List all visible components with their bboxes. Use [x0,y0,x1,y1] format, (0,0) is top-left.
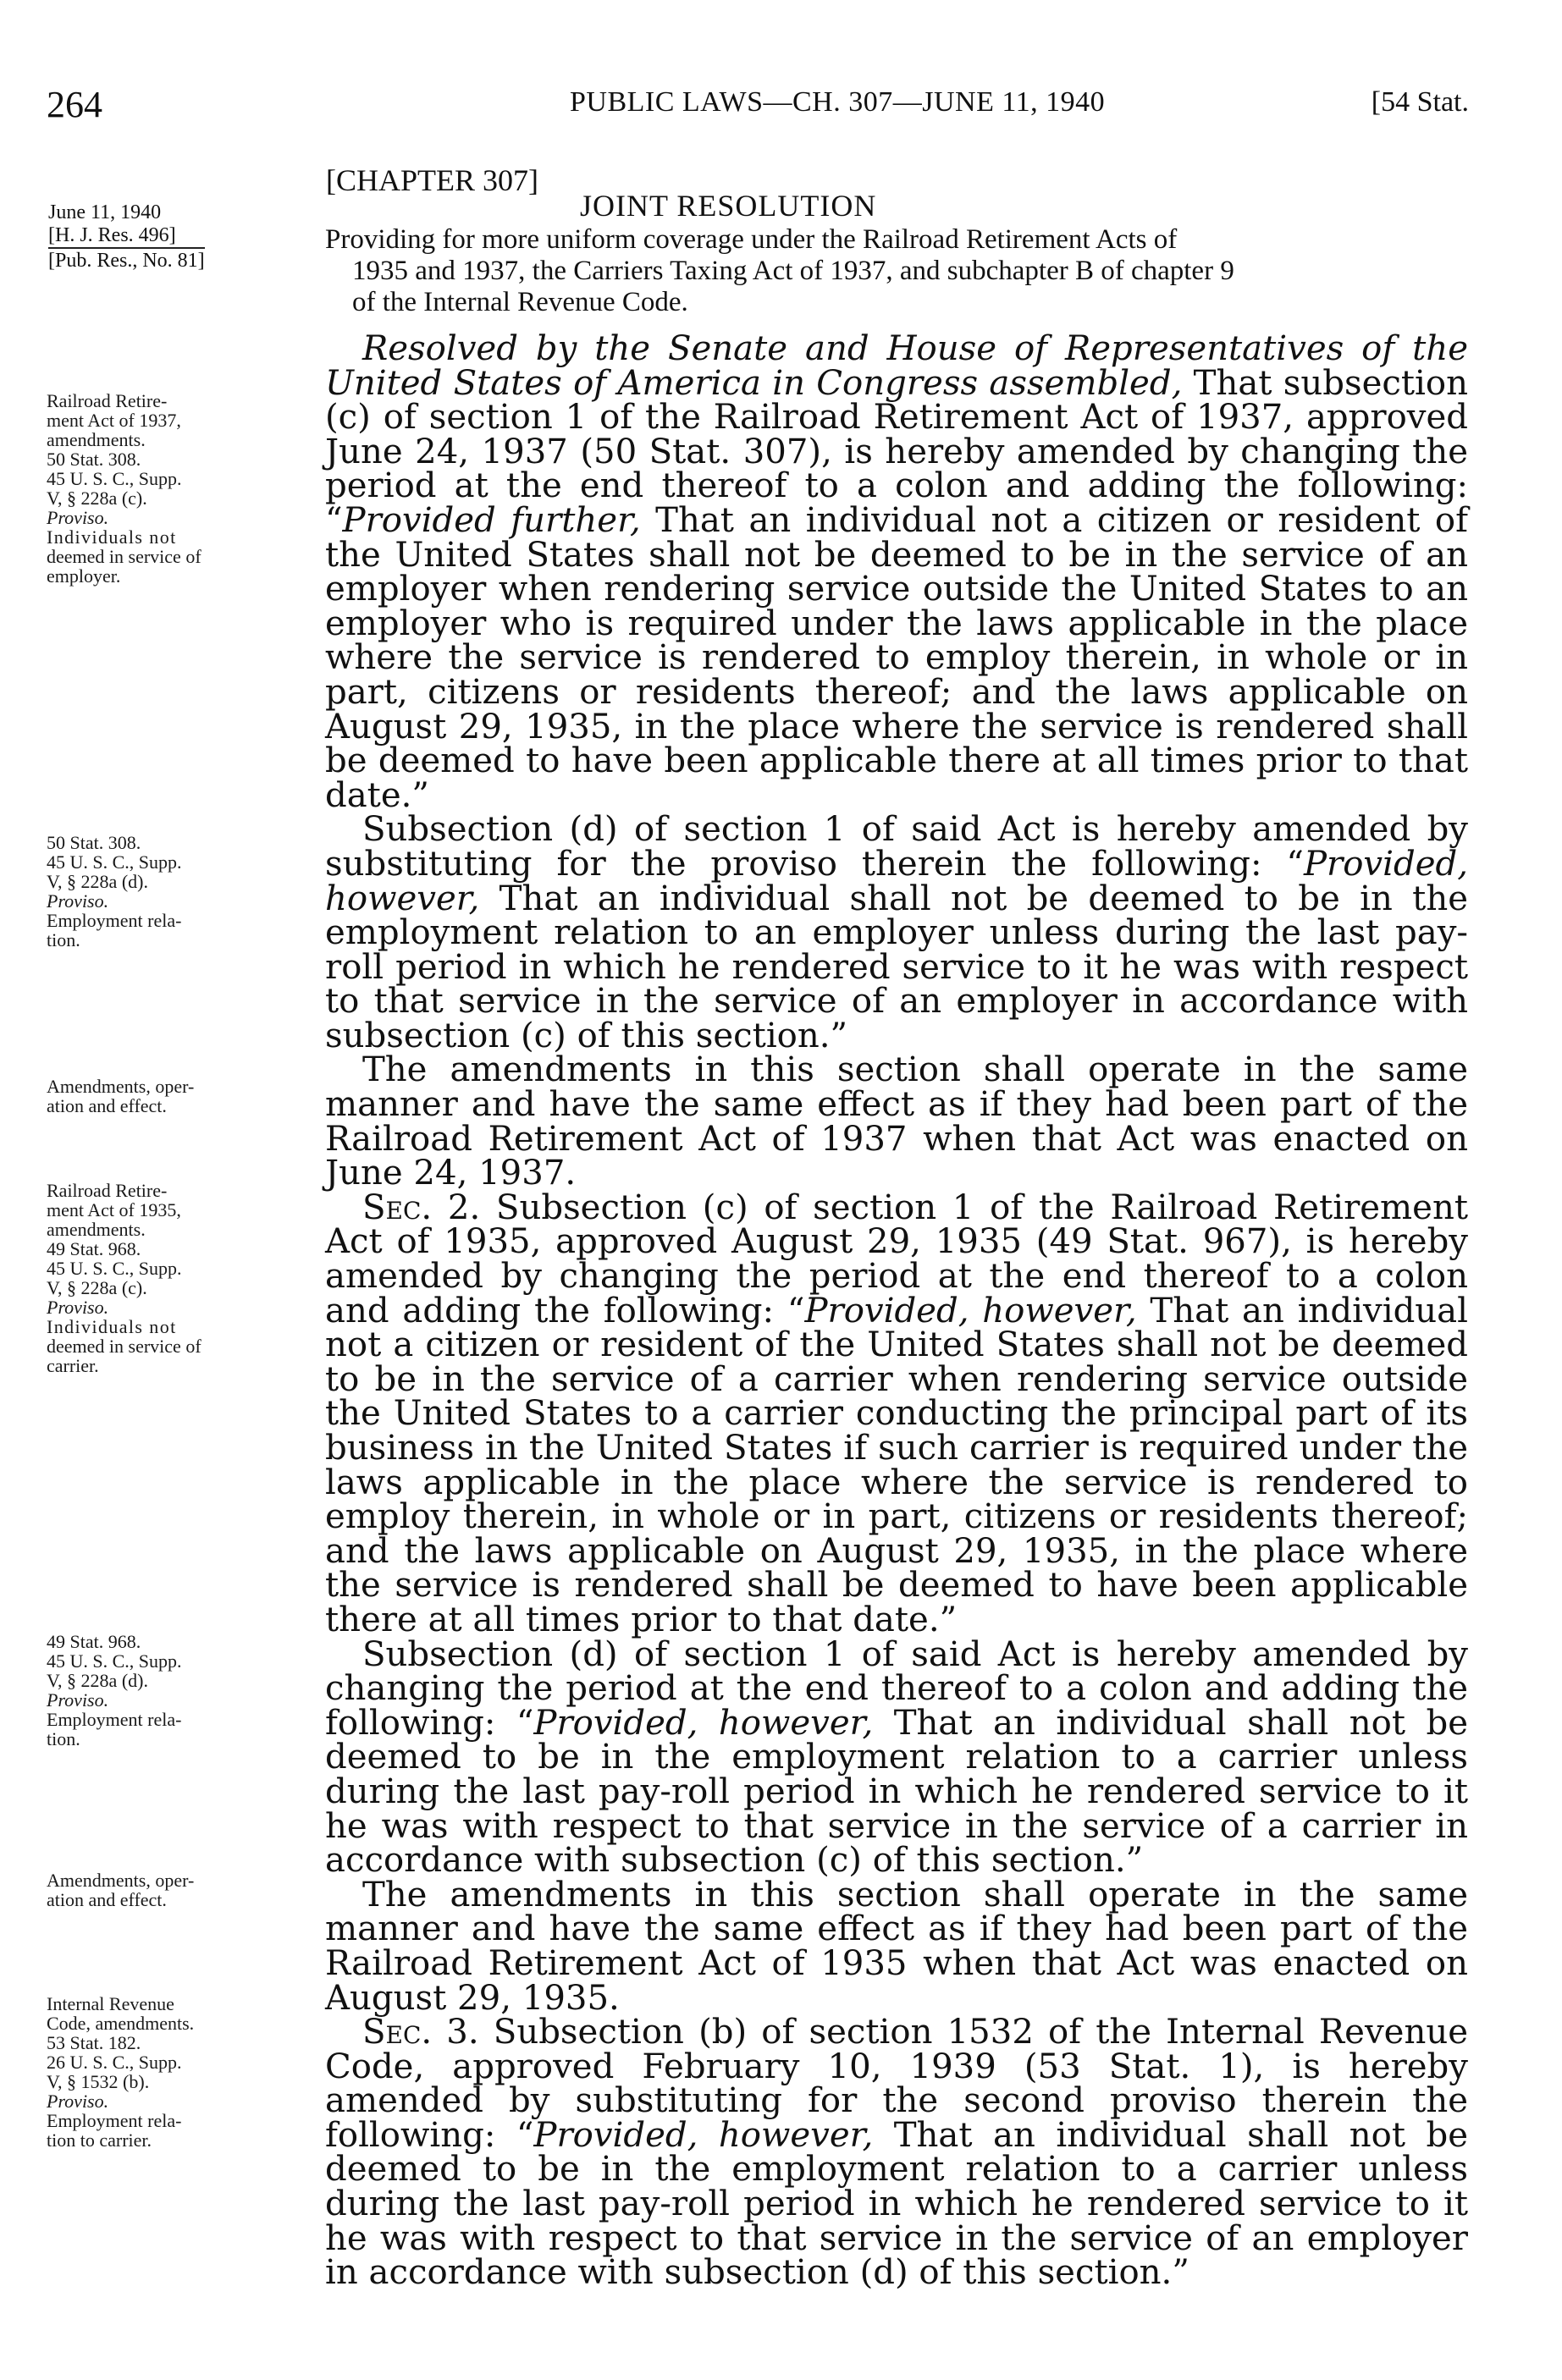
margin-note-internal-revenue-code: Internal Revenue Code, amendments. 53 Stat. 182. 26 U. S. C., Supp. V, § 1532 (b). Proviso. Employment rela- tion to carrier. [47,1993,195,2151]
margin-note-amendments-operation-1937: Amendments, oper- ation and effect. [47,1076,195,1116]
purpose-line-1: Providing for more uniform coverage under the Railroad Retirement Acts of [325,224,1178,255]
paragraph-section-2: Sec. 2. Subsection (c) of section 1 of the Railroad Retirement Act of 1935, approved August 29, 1935 (49 Stat. 967), is hereby amended by changing the period at the end thereof to a colon and adding the following: “Provided, however, That an individual not a citizen or resident of the United States shall not be deemed to be in the service of a carrier when rendering service outside the United States to a carrier conducting the principal part of its business in the United States if such carrier is required under the laws applicable in the place where the service is rendered to employ therein, in whole or in part, citizens or residents thereof; and the laws applicable on August 29, 1935, in the place where the service is rendered shall be deemed to have been applicable there at all times prior to that date.” [325,1187,1468,1639]
resolution-heading: JOINT RESOLUTION [580,189,877,223]
paragraph-subsection-d-1937: Subsection (d) of section 1 of said Act is hereby amended by substituting for the proviso therein the following: “Provided, however, That an individual shall not be deemed to be in the employment relation to an employer unless during the last pay-roll period in which he rendered service to it he was with respect to that service in the service of an employer in accordance with subsection (c) of this section.” [325,810,1468,1055]
house-joint-resolution-number: [H. J. Res. 496] [48,224,176,246]
purpose-line-2: 1935 and 1937, the Carriers Taxing Act of 1937, and subchapter B of chapter 9 [352,256,1234,286]
running-title: PUBLIC LAWS—CH. 307—JUNE 11, 1940 [570,86,1106,118]
section-label: Sec. 2. [362,1187,481,1227]
paragraph-resolved: Resolved by the Senate and House of Representatives of the United States of America in Congress assembled, That subsection (c) of section 1 of the Railroad Retirement Act of 1937, approved June 24, 1937 (50 Stat. 307), is hereby amended by changing the period at the end thereof to a colon and adding the following: “Provided further, That an individual not a citizen or resident of the United States shall not be deemed to be in the service of an employer when rendering service outside the United States to an employer who is required under the laws applicable in the place where the service is rendered to employ therein, in whole or in part, citizens or residents thereof; and the laws applicable on August 29, 1935, in the place where the service is rendered shall be deemed to have been applicable there at all times prior to that date.” [325,329,1468,815]
paragraph-section-3: Sec. 3. Subsection (b) of section 1532 of the Internal Revenue Code, approved February 10, 1939 (53 Stat. 1), is hereby amended by substituting for the second proviso therein the following: “Provided, however, That an individual shall not be deemed to be in the employment relation to a carrier unless during the last pay-roll period in which he rendered service to it he was with respect to that service in the service of an employer in accordance with subsection (d) of this section.” [325,2013,1468,2293]
margin-note-rra-1937: Railroad Retire- ment Act of 1937, amendments. 50 Stat. 308. 45 U. S. C., Supp. V, § 228a (c). Proviso. Individuals not deemed in service of employer. [47,390,201,587]
paragraph-subsection-d-1935: Subsection (d) of section 1 of said Act is hereby amended by changing the period at the end thereof to a colon and adding the following: “Provided, however, That an individual shall not be deemed to be in the employment relation to a carrier unless during the last pay-roll period in which he rendered service to it he was with respect to that service in the service of a carrier in accordance with subsection (c) of this section.” [325,1634,1468,1881]
section-label: Sec. 3. [362,2013,479,2052]
public-resolution-number: [Pub. Res., No. 81] [48,247,205,273]
chapter-label: [CHAPTER 307] [326,163,538,197]
statute-reference: [54 Stat. [1371,86,1469,118]
running-header [47,83,1469,125]
resolution-identifier [48,201,277,273]
margin-note-employment-relation-1937: 50 Stat. 308. 45 U. S. C., Supp. V, § 228a (d). Proviso. Employment rela- tion. [47,832,182,950]
proviso-phrase: Provided, however, [804,1291,1137,1330]
proviso-phrase: Provided, however, [533,2115,874,2155]
margin-note-rra-1935: Railroad Retire- ment Act of 1935, amendments. 49 Stat. 968. 45 U. S. C., Supp. V, § 228a (c). Proviso. Individuals not deemed in service of carrier. [47,1180,201,1376]
resolution-body [325,329,1468,2293]
enacting-clause: Resolved by the Senate and House of Representatives of the United States of America in Congress assembled, [325,329,1468,403]
resolution-purpose [325,224,1468,318]
paragraph-operation-1935: The amendments in this section shall operate in the same manner and have the same effect as if they had been part of the Railroad Retirement Act of 1935 when that Act was enacted on August 29, 1935. [325,1875,1468,2018]
proviso-phrase: Provided further, [342,500,641,540]
proviso-phrase: Provided, however, [533,1703,874,1743]
purpose-line-3: of the Internal Revenue Code. [352,287,688,317]
margin-note-employment-relation-1935: 49 Stat. 968. 45 U. S. C., Supp. V, § 228a (d). Proviso. Employment rela- tion. [47,1631,182,1749]
page-number: 264 [47,84,102,125]
proviso-phrase: Provided, however, [325,844,1468,918]
paragraph-operation-1937: The amendments in this section shall operate in the same manner and have the same effect as if they had been part of the Railroad Retirement Act of 1937 when that Act was enacted on June 24, 1937. [325,1050,1468,1193]
margin-note-amendments-operation-1935: Amendments, oper- ation and effect. [47,1870,195,1910]
enactment-date: June 11, 1940 [48,201,162,223]
